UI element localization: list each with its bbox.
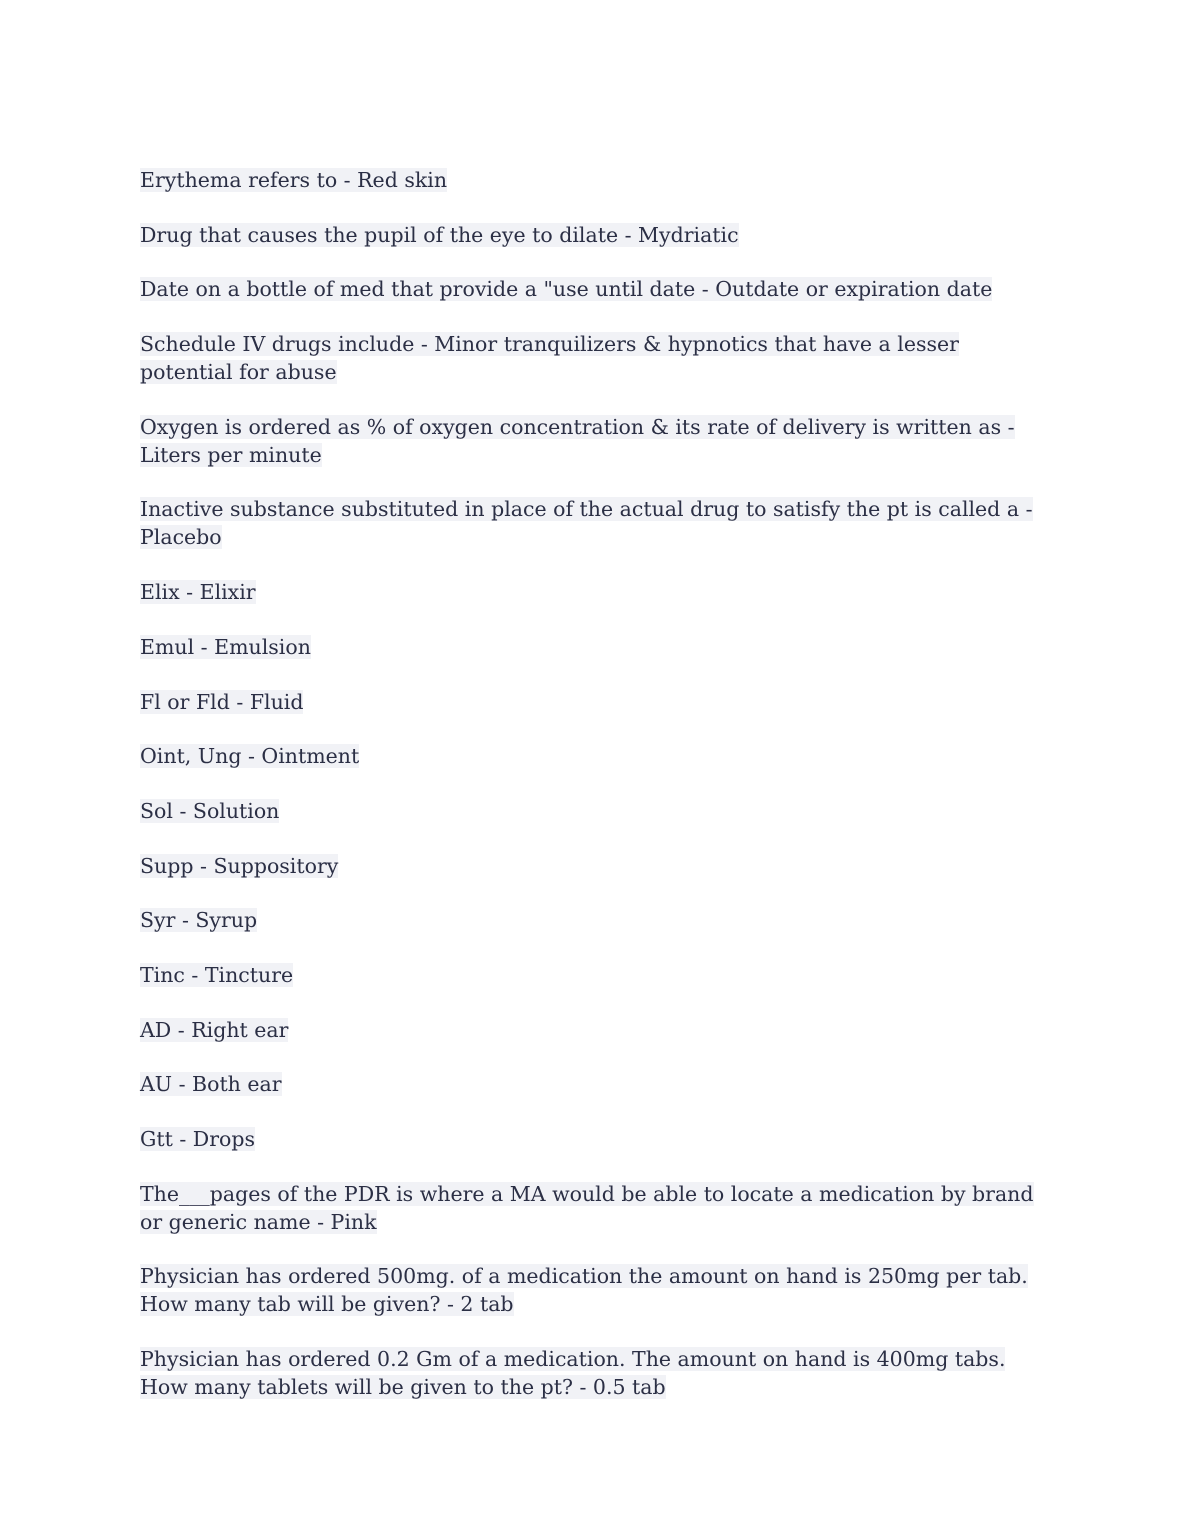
flashcard-entry: [140, 1125, 1050, 1153]
entry-text: The___pages of the PDR is where a MA would be able to locate a medication by brand or generic name - Pink: [140, 1181, 1034, 1234]
document-body: [140, 166, 1050, 1428]
entry-text: AU - Both ear: [140, 1072, 282, 1097]
flashcard-entry: [140, 797, 1050, 825]
flashcard-entry: [140, 1180, 1050, 1236]
entry-text: Physician has ordered 0.2 Gm of a medication. The amount on hand is 400mg tabs. How many tablets will be given to the pt? - 0.5 tab: [140, 1347, 1006, 1400]
entry-text: Gtt - Drops: [140, 1127, 256, 1151]
entry-text: Oint, Ung - Ointment: [140, 744, 360, 769]
flashcard-entry: [140, 688, 1050, 716]
flashcard-entry: [140, 1262, 1050, 1318]
flashcard-entry: [140, 166, 1050, 194]
entry-text: Drug that causes the pupil of the eye to dilate - Mydriatic: [140, 222, 739, 247]
flashcard-entry: [140, 330, 1050, 386]
entry-text: Date on a bottle of med that provide a "use until date - Outdate or expiration date: [140, 277, 993, 302]
entry-text: Elix - Elixir: [140, 580, 256, 605]
entry-text: AD - Right ear: [140, 1017, 289, 1042]
flashcard-entry: [140, 1016, 1050, 1044]
flashcard-entry: [140, 413, 1050, 469]
entry-text: Sol - Solution: [140, 798, 280, 823]
flashcard-entry: [140, 633, 1050, 661]
entry-text: Inactive substance substituted in place of the actual drug to satisfy the pt is called a - Placebo: [140, 497, 1033, 550]
flashcard-entry: [140, 852, 1050, 880]
flashcard-entry: [140, 221, 1050, 249]
entry-text: Supp - Suppository: [140, 853, 339, 878]
entry-text: Syr - Syrup: [140, 908, 258, 933]
entry-text: Tinc - Tincture: [140, 962, 294, 987]
flashcard-entry: [140, 275, 1050, 303]
flashcard-entry: [140, 906, 1050, 934]
flashcard-entry: [140, 1345, 1050, 1401]
flashcard-entry: [140, 1070, 1050, 1098]
entry-text: Physician has ordered 500mg. of a medication the amount on hand is 250mg per tab. How many tab will be given? - 2 tab: [140, 1264, 1028, 1317]
flashcard-entry: [140, 961, 1050, 989]
entry-text: Schedule IV drugs include - Minor tranquilizers & hypnotics that have a lesser potential for abuse: [140, 332, 959, 385]
flashcard-entry: [140, 495, 1050, 551]
entry-text: Oxygen is ordered as % of oxygen concentration & its rate of delivery is written as - Liters per minute: [140, 414, 1015, 467]
flashcard-entry: [140, 742, 1050, 770]
flashcard-entry: [140, 578, 1050, 606]
entry-text: Fl or Fld - Fluid: [140, 689, 304, 714]
entry-text: Erythema refers to - Red skin: [140, 168, 448, 192]
entry-text: Emul - Emulsion: [140, 634, 311, 659]
